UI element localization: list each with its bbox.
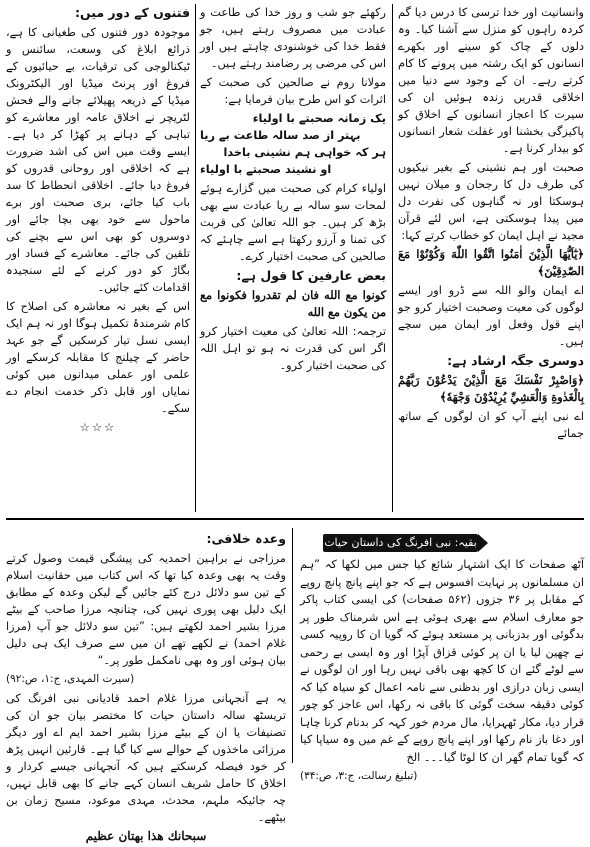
bottom-right-column	[300, 556, 584, 788]
subheading: دوسری جگہ ارشاد ہے:	[447, 353, 584, 368]
section-heading: وعدہ خلافی:	[206, 531, 286, 546]
left-column	[6, 4, 190, 438]
paragraph: اولیاء کرام کی صحبت میں گزارے ہوئے لمحات سو سالہ بے ریا عبادت سے بھی بڑھ کر ہیں۔ جو اللہ تعالیٰ کی قربت کی تمنا و آرزو رکھتا ہے اسے چاہئے کہ صالحین کی صحبت اختیار کرے۔	[200, 182, 386, 263]
translation: ترجمہ: اللہ تعالیٰ کی معیت اختیار کرو اگر اس کی قدرت نہ ہو تو اہل اللہ کی صحبت اختیار کرو۔	[200, 325, 386, 372]
middle-column	[200, 4, 386, 376]
hemistich: ہر کہ خواہی ہم نشینی باخدا	[223, 146, 386, 159]
paragraph: اے نبی اپنے آپ کو ان لوگوں کے ساتھ جمائے	[398, 410, 584, 440]
poem-line	[200, 110, 386, 127]
section-heading: فتنوں کے دور میں:	[74, 5, 190, 20]
right-column	[398, 4, 584, 444]
paragraph: اس کے بغیر نہ معاشرہ کی اصلاح کا کام شرمندۂ تکمیل ہوگا اور نہ ہم ایک ایسی نسل تیار کرسکیں گے جو عہد حاضر کے چیلنج کا مقابلہ کرسکے اور علمی اور عملی میدانوں میں کوئی نمایاں اور قابل ذکر خدمت انجام دے سکے۔	[6, 300, 190, 415]
bottom-left-column	[6, 530, 286, 847]
column-divider	[392, 4, 393, 512]
end-stars: ☆☆☆	[79, 421, 117, 434]
paragraph: موجودہ دور فتنوں کی طغیانی کا ہے، ذرائع ابلاغ کی وسعت، سائنس و ٹیکنالوجی کی ترقیات، بے حیائیوں کے فروغ اور پرنٹ میڈیا اور الیکٹرونک میڈیا کے ذریعہ پھیلائے جانے والے فحش لٹریچر نے اخلاق عامہ اور معاشرے کو تباہی کے دہانے پر کھڑا کر دیا ہے۔ ایسے وقت میں اس کی اشد ضرورت ہے کہ اخلاقی اور روحانی قدروں کو فروغ دیا جائے۔ اخلاقی انحطاط کا سد باب کیا جائے، بری صحبت اور برے ماحول سے خود بھی بچا جائے اور دوسروں کو بھی اس سے بچنے کی تلقین کی جائے۔ معاشرے کے فساد اور بگاڑ کو دور کرنے کے لئے سنجیدہ اقدامات کئے جائیں۔	[6, 26, 190, 294]
reference: (سیرت المہدی، ج:۱، ص:۹۲)	[6, 673, 135, 685]
banner-arrow	[478, 534, 488, 552]
paragraph: رکھئے جو شب و روز خدا کی طاعت و عبادت میں مصروف رہتے ہیں، جو فقط خدا کی خوشنودی چاہتے ہیں اور اس کی مرضی پر رضامند رہتے ہیں۔	[200, 6, 386, 70]
section-divider	[6, 518, 584, 520]
persian-poem	[200, 110, 386, 178]
paragraph: مرزاجی نے براہین احمدیہ کی پیشگی قیمت وصول کرتے وقت یہ بھی وعدہ کیا تھا کہ اس کتاب میں حقانیت اسلام کے تین سو دلائل درج کئے جائیں گے لیکن وعدہ کے مطابق ایک دلیل بھی پوری نہیں کی، چنانچہ مرزا صاحب کے بیٹے مرزا بشیر احمد لکھتے ہیں: ”تین سو دلائل جو آپ (مرزا غلام احمد) نے لکھے تھے ان میں سے صرف ایک ہی دلیل بیان ہوئی اور وہ بھی نامکمل طور پر۔“	[6, 552, 286, 667]
paragraph: یہ ہے آنجہانی مرزا غلام احمد قادیانی نبی افرنگ کی تریسٹھ سالہ داستان حیات کا مختصر بیان جو ان کی تصنیفات یا ان کے بیٹے مرزا بشیر احمد ایم اے اور دیگر مرزائی ماخذوں کے حوالے سے کیا گیا ہے۔ قارئین انہیں پڑھ کر خود فیصلہ کرسکتے ہیں کہ آنجہانی جیسے کردار و اخلاق کا حامل شریف انسان کہے جانے کا بھی قابل نہیں، چہ جائیکہ ملہم، محدث، مہدی موعود، مسیح زمان بن بیٹھے۔	[6, 692, 286, 824]
poem-line	[200, 161, 386, 178]
poem-line	[200, 127, 386, 144]
column-divider	[195, 4, 196, 512]
paragraph: مولانا روم نے صالحین کی صحبت کے اثرات کو اس طرح بیان فرمایا ہے:	[200, 76, 386, 106]
paragraph: وانسانیت اور خدا ترسی کا درس دیا گم کردہ راہوں کو منزل سے آشنا کیا۔ وہ دلوں کے چاک کو سینے اور بکھرے انسانوں کو ایک رشتہ میں پرونے کا کام کرتے رہے۔ ان کے وجود سے دنیا میں اخلاقی قدریں زندہ ہوئیں ان کی سیرت کا اعجاز انسانوں کے اخلاق کو پاکیزگی بخشنا اور غفلت شعار انسانوں کو بیدار کرنا ہے۔	[398, 6, 584, 155]
paragraph: آٹھ صفحات کا ایک اشتہار شائع کیا جس میں لکھا کہ ”ہم ان مسلمانوں پر نہایت افسوس ہے کہ جو اپنے پانچ پانچ روپے کے مقابل پر ۳۶ جزوں (۵۶۲ صفحات) کی ایسی کتاب پاکر جو معارف اسلام سے بھری ہوئی ہے اس شرمناک طور پر بدگوئی اور بدزبانی پر مستعد ہوئے کہ گویا ان کا روپیہ کسی نے چھین لیا یا ان پر کوئی قزاق آپڑا اور وہ ایسی بے رحمی سے لوٹے گئے ان کا کچھ بھی باقی نہیں رہا اور ان لوگوں نے ایسی زبان درازی اور بدظنی سے نامہ اعمال کو سیاہ کیا کہ کوئی دقیقہ سخت گوئی کا باقی نہ رکھا، اس عاجز کو چور قرار دیا، مکار ٹھہرایا، مال مردم خور کہہ کر بدنام کرنا چاہا اور دغا باز نام رکھا اور اپنے پانچ روپے کے غم میں وہ سیاپا کیا کہ گویا تمام گھر ان کا لوٹا گیا۔۔۔ الخ	[300, 558, 585, 764]
hemistich: یک زمانہ صحبتے با اولیاء	[252, 112, 386, 125]
quran-verse: ﴿يٰٓاَيُّهَا الَّذِيْنَ اٰمَنُوا اتَّقُوا اللّٰهَ وَكُوْنُوْا مَعَ الصّٰدِقِيْنَ﴾	[398, 247, 584, 278]
arabic-quote: كونوا مع الله فان لم تقدروا فكونوا مع من يكون مع الله	[200, 288, 386, 319]
quran-verse: ﴿وَاصْبِرْ نَفْسَكَ مَعَ الَّذِيْنَ يَدْعُوْنَ رَبَّهُمْ بِالْغَدٰوةِ وَالْعَشِيِّ يُرِيْدُوْنَ وَجْهَهٗ﴾	[398, 373, 584, 404]
poem-line	[200, 144, 386, 161]
hemistich: او نشیند صحبتے با اولیاء	[200, 163, 332, 176]
subheading: بعض عارفین کا قول ہے:	[236, 268, 386, 283]
column-divider	[292, 528, 293, 763]
paragraph: اے ایمان والو اللہ سے ڈرو اور ایسے لوگوں کی معیت وصحبت اختیار کرو جو اپنے قول وفعل اور ایمان میں سچے ہیں۔	[398, 284, 584, 348]
paragraph: صحبت اور ہم نشینی کے بغیر نیکیوں کی طرف دل کا رجحان و میلان نہیں ہوسکتا اور نہ گناہوں کی نفرت دل میں پیدا ہوسکتی ہے، اس لئے قرآن مجید نے اہل ایمان کو خطاب کرتے کہا:	[398, 161, 584, 242]
continued-banner: بقیہ: نبی افرنگ کی داستان حیات	[323, 534, 478, 552]
reference: (تبلیغ رسالت، ج:۳، ص:۳۴)	[300, 770, 418, 782]
hemistich: بہتر از صد سالہ طاعت بے ریا	[200, 129, 361, 142]
closing-phrase: سبحانك هذا بهتان عظيم	[85, 829, 207, 843]
